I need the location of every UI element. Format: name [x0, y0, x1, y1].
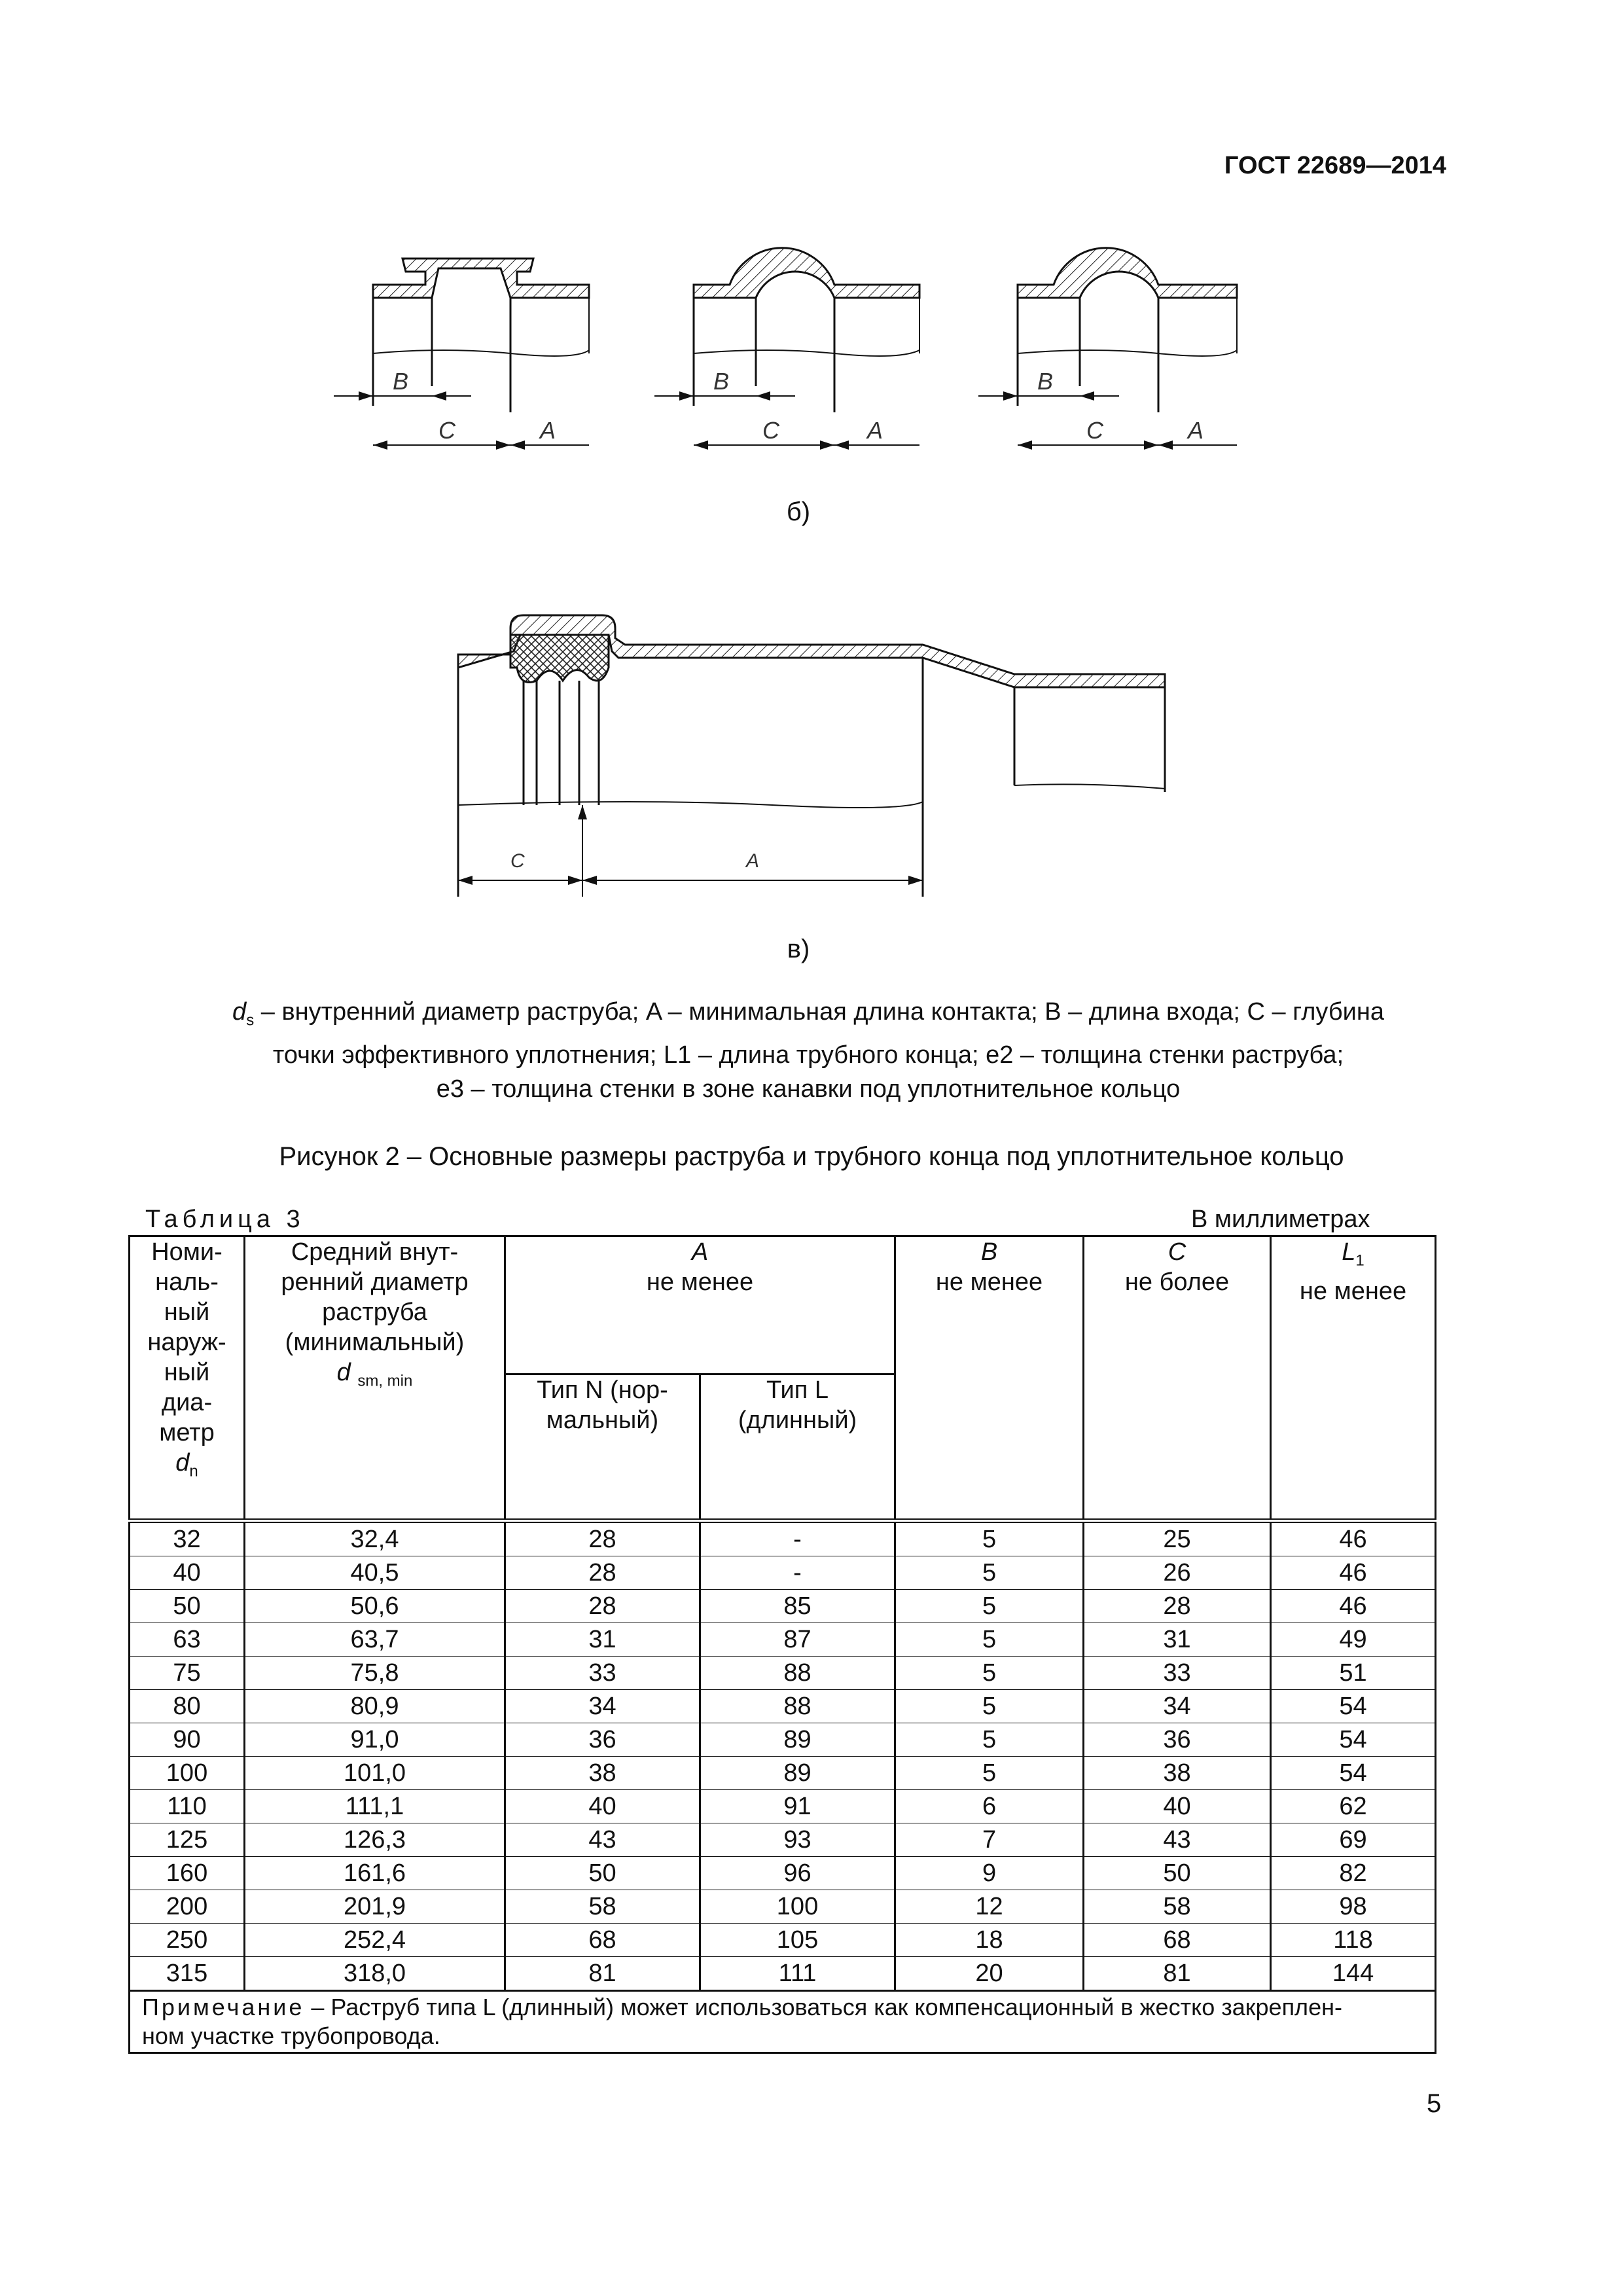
table-cell: 5 — [895, 1623, 1084, 1657]
dim-label-a-2: A — [867, 417, 883, 444]
table-cell: 98 — [1271, 1890, 1436, 1924]
table-cell: 36 — [505, 1723, 700, 1757]
table-cell: 34 — [1084, 1690, 1271, 1723]
table-cell: 88 — [700, 1657, 895, 1690]
document-number: ГОСТ 22689—2014 — [1224, 152, 1446, 179]
table-row — [130, 1890, 1436, 1924]
table-cell: 68 — [1084, 1924, 1271, 1957]
table-cell: 5 — [895, 1723, 1084, 1757]
table-cell: 118 — [1271, 1924, 1436, 1957]
table-row — [130, 1590, 1436, 1623]
figure-b-caption: б) — [786, 497, 811, 526]
table-row — [130, 1757, 1436, 1790]
figure-b-drawings — [314, 216, 1257, 471]
table-cell: 32,4 — [245, 1521, 505, 1556]
table-cell: 40 — [505, 1790, 700, 1823]
table-cell: 126,3 — [245, 1823, 505, 1857]
table-cell: 31 — [1084, 1623, 1271, 1657]
dim-label-b: B — [393, 368, 409, 395]
table-cell: 100 — [700, 1890, 895, 1924]
table-cell: 38 — [505, 1757, 700, 1790]
dim-label-c: C — [438, 417, 455, 444]
table-cell: 93 — [700, 1823, 895, 1857]
table-cell: 111 — [700, 1957, 895, 1991]
table-row — [130, 1790, 1436, 1823]
table-cell: 85 — [700, 1590, 895, 1623]
table-cell: 250 — [130, 1924, 245, 1957]
table-cell: 36 — [1084, 1723, 1271, 1757]
dim-label-b-2: B — [713, 368, 730, 395]
dim-label-c-3: C — [1086, 417, 1103, 444]
table-cell: 7 — [895, 1823, 1084, 1857]
table-row — [130, 1521, 1436, 1556]
legend-line-2: точки эффективного уплотнения; L1 – длина трубного конца; e2 – толщина стенки раструба; — [272, 1041, 1344, 1069]
table-cell: 125 — [130, 1823, 245, 1857]
legend-line-3: e3 – толщина стенки в зоне канавки под уплотнительное кольцо — [436, 1075, 1181, 1103]
header-a: A не менее — [505, 1236, 895, 1374]
table-cell: 20 — [895, 1957, 1084, 1991]
table-cell: 46 — [1271, 1521, 1436, 1556]
table-cell: 25 — [1084, 1521, 1271, 1556]
table-row — [130, 1723, 1436, 1757]
table-cell: 5 — [895, 1521, 1084, 1556]
header-l1: $L_1$ не менее — [1271, 1236, 1436, 1521]
table-cell: 318,0 — [245, 1957, 505, 1991]
table-cell: 201,9 — [245, 1890, 505, 1924]
header-mean-inner-diameter: Средний внут- ренний диаметр раструба (минимальный) d $_{sm, min}$ — [245, 1236, 505, 1521]
table-cell: 31 — [505, 1623, 700, 1657]
table-cell: 28 — [1084, 1590, 1271, 1623]
table-cell: 40 — [130, 1556, 245, 1590]
table-row — [130, 1957, 1436, 1991]
table-3 — [128, 1235, 1436, 2054]
table-row — [130, 1657, 1436, 1690]
figure-title: Рисунок 2 – Основные размеры раструба и трубного конца под уплотнительное кольцо — [279, 1142, 1344, 1171]
table-cell: 160 — [130, 1857, 245, 1890]
table-cell: 200 — [130, 1890, 245, 1924]
table-cell: 5 — [895, 1690, 1084, 1723]
dim-label-c-v: C — [510, 850, 525, 872]
table-cell: 69 — [1271, 1823, 1436, 1857]
table-cell: 43 — [505, 1823, 700, 1857]
table-cell: 54 — [1271, 1723, 1436, 1757]
legend-line-1: $d_s$ – внутренний диаметр раструба; A – минимальная длина контакта; B – длина входа; C – глубина — [232, 998, 1384, 1030]
table-cell: 111,1 — [245, 1790, 505, 1823]
table-cell: 28 — [505, 1556, 700, 1590]
figure-v-drawing — [445, 589, 1178, 903]
dim-label-c-2: C — [762, 417, 779, 444]
table-cell: 43 — [1084, 1823, 1271, 1857]
table-row — [130, 1690, 1436, 1723]
table-row — [130, 1924, 1436, 1957]
table-cell: 5 — [895, 1757, 1084, 1790]
table-row — [130, 1556, 1436, 1590]
table-cell: 96 — [700, 1857, 895, 1890]
table-cell: 6 — [895, 1790, 1084, 1823]
table-body — [130, 1521, 1436, 1991]
table-cell: 38 — [1084, 1757, 1271, 1790]
table-cell: 46 — [1271, 1556, 1436, 1590]
table-cell: 28 — [505, 1521, 700, 1556]
table-cell: 88 — [700, 1690, 895, 1723]
table-cell: 5 — [895, 1556, 1084, 1590]
table-cell: 63 — [130, 1623, 245, 1657]
header-a-type-l: Тип L (длинный) — [700, 1374, 895, 1521]
table-cell: 5 — [895, 1657, 1084, 1690]
table-cell: 101,0 — [245, 1757, 505, 1790]
table-cell: 80 — [130, 1690, 245, 1723]
table-cell: 50,6 — [245, 1590, 505, 1623]
table-cell: 62 — [1271, 1790, 1436, 1823]
table-cell: 252,4 — [245, 1924, 505, 1957]
table-cell: 80,9 — [245, 1690, 505, 1723]
table-cell: 89 — [700, 1723, 895, 1757]
table-row — [130, 1857, 1436, 1890]
table-cell: 81 — [1084, 1957, 1271, 1991]
table-cell: 33 — [1084, 1657, 1271, 1690]
table-cell: 5 — [895, 1590, 1084, 1623]
table-cell: 50 — [1084, 1857, 1271, 1890]
table-row — [130, 1623, 1436, 1657]
table-cell: 82 — [1271, 1857, 1436, 1890]
table-cell: 87 — [700, 1623, 895, 1657]
table-cell: 91 — [700, 1790, 895, 1823]
table-cell: 54 — [1271, 1690, 1436, 1723]
dim-label-a-v: A — [746, 850, 760, 872]
table-cell: 68 — [505, 1924, 700, 1957]
table-cell: 144 — [1271, 1957, 1436, 1991]
table-cell: 51 — [1271, 1657, 1436, 1690]
table-note: Примечание – Раструб типа L (длинный) может использоваться как компенсационный в жестко закреплен- ном участке трубопровода. — [130, 1991, 1436, 2053]
header-b: B не менее — [895, 1236, 1084, 1521]
table-cell: 50 — [130, 1590, 245, 1623]
table-units: В миллиметрах — [1191, 1206, 1370, 1233]
table-cell: 100 — [130, 1757, 245, 1790]
header-a-type-n: Тип N (нор- мальный) — [505, 1374, 700, 1521]
table-cell: 18 — [895, 1924, 1084, 1957]
table-cell: 54 — [1271, 1757, 1436, 1790]
table-cell: 75,8 — [245, 1657, 505, 1690]
table-cell: 110 — [130, 1790, 245, 1823]
dim-label-a-3: A — [1188, 417, 1204, 444]
figure-v-caption: в) — [787, 935, 810, 963]
table-cell: 75 — [130, 1657, 245, 1690]
header-nominal-diameter: Номи- наль- ный наруж- ный диа- метр $d_n$ — [130, 1236, 245, 1521]
table-cell: 91,0 — [245, 1723, 505, 1757]
table-cell: - — [700, 1556, 895, 1590]
table-cell: 90 — [130, 1723, 245, 1757]
table-cell: 63,7 — [245, 1623, 505, 1657]
table-cell: 12 — [895, 1890, 1084, 1924]
table-label: Таблица 3 — [145, 1206, 305, 1233]
table-cell: 105 — [700, 1924, 895, 1957]
table-cell: 34 — [505, 1690, 700, 1723]
header-c: C не более — [1084, 1236, 1271, 1521]
dim-label-b-3: B — [1037, 368, 1054, 395]
table-cell: 26 — [1084, 1556, 1271, 1590]
table-cell: - — [700, 1521, 895, 1556]
table-cell: 50 — [505, 1857, 700, 1890]
table-cell: 81 — [505, 1957, 700, 1991]
table-cell: 40,5 — [245, 1556, 505, 1590]
table-cell: 315 — [130, 1957, 245, 1991]
table-cell: 49 — [1271, 1623, 1436, 1657]
page-number: 5 — [1427, 2089, 1442, 2118]
table-cell: 40 — [1084, 1790, 1271, 1823]
table-cell: 33 — [505, 1657, 700, 1690]
figure-legend — [118, 995, 1499, 1106]
table-cell: 89 — [700, 1757, 895, 1790]
table-cell: 58 — [505, 1890, 700, 1924]
table-cell: 32 — [130, 1521, 245, 1556]
table-cell: 46 — [1271, 1590, 1436, 1623]
table-cell: 161,6 — [245, 1857, 505, 1890]
table-cell: 58 — [1084, 1890, 1271, 1924]
table-cell: 28 — [505, 1590, 700, 1623]
table-row — [130, 1823, 1436, 1857]
dim-label-a: A — [540, 417, 556, 444]
table-cell: 9 — [895, 1857, 1084, 1890]
